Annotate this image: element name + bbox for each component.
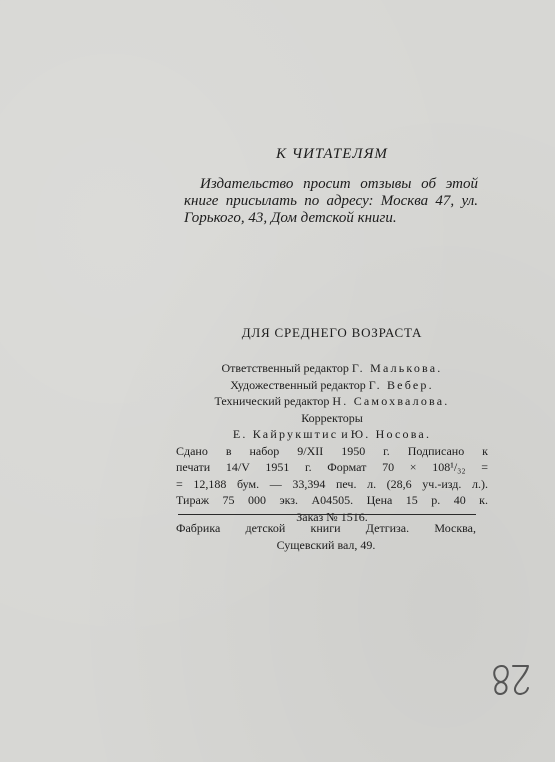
tech-editor-name: Н. Самохвалова. xyxy=(332,394,450,408)
divider-rule xyxy=(178,514,476,515)
handwritten-page-mark xyxy=(488,660,532,700)
art-editor-label: Художественный редактор xyxy=(230,377,366,392)
tech-editor-line xyxy=(176,393,488,410)
print-info-line-4: Тираж 75 000 экз. А04505. Цена 15 р. 40 к. xyxy=(176,493,488,507)
responsible-editor-name: Г. Малькова. xyxy=(351,361,443,375)
responsible-editor-line xyxy=(176,360,488,377)
art-editor-line xyxy=(176,377,488,394)
printer-imprint xyxy=(176,520,476,554)
print-info-line-2: печати 14/V 1951 г. Формат 70 × 108¹/₃₂ = xyxy=(176,460,488,474)
proofreader-name-2: Ю. Носова. xyxy=(350,427,432,441)
printer-line-1: Фабрика детской книги Детгиза. Москва, xyxy=(176,521,476,535)
publisher-address-note: Издательство просит отзывы об этой книге присылать по адресу: Москва 47, ул. Горького, 43, Дом детской книги. xyxy=(184,176,478,226)
responsible-editor-label: Ответственный редактор xyxy=(221,361,349,375)
readers-heading: К ЧИТАТЕЛЯМ xyxy=(276,146,388,162)
proofreaders-names-line xyxy=(176,426,488,443)
proofreaders-label: Корректоры xyxy=(301,410,363,425)
age-group-label: ДЛЯ СРЕДНЕГО ВОЗРАСТА xyxy=(241,325,423,340)
print-info-line-1: Сдано в набор 9/XII 1950 г. Подписано к xyxy=(176,443,488,458)
printer-line-2: Сущевский вал, 49. xyxy=(276,538,376,552)
order-number: Заказ № 1516. xyxy=(296,509,368,524)
proofreader-name-1: Е. Кайрукштис xyxy=(232,427,339,441)
proofreaders-conjunction: и xyxy=(341,427,348,441)
art-editor-name: Г. Вебер. xyxy=(368,377,434,392)
print-info-line-3: = 12,188 бум. — 33,394 печ. л. (28,6 уч.-изд. л.). xyxy=(176,476,488,491)
tech-editor-label: Технический редактор xyxy=(214,394,330,408)
imprint-credits xyxy=(176,360,488,525)
